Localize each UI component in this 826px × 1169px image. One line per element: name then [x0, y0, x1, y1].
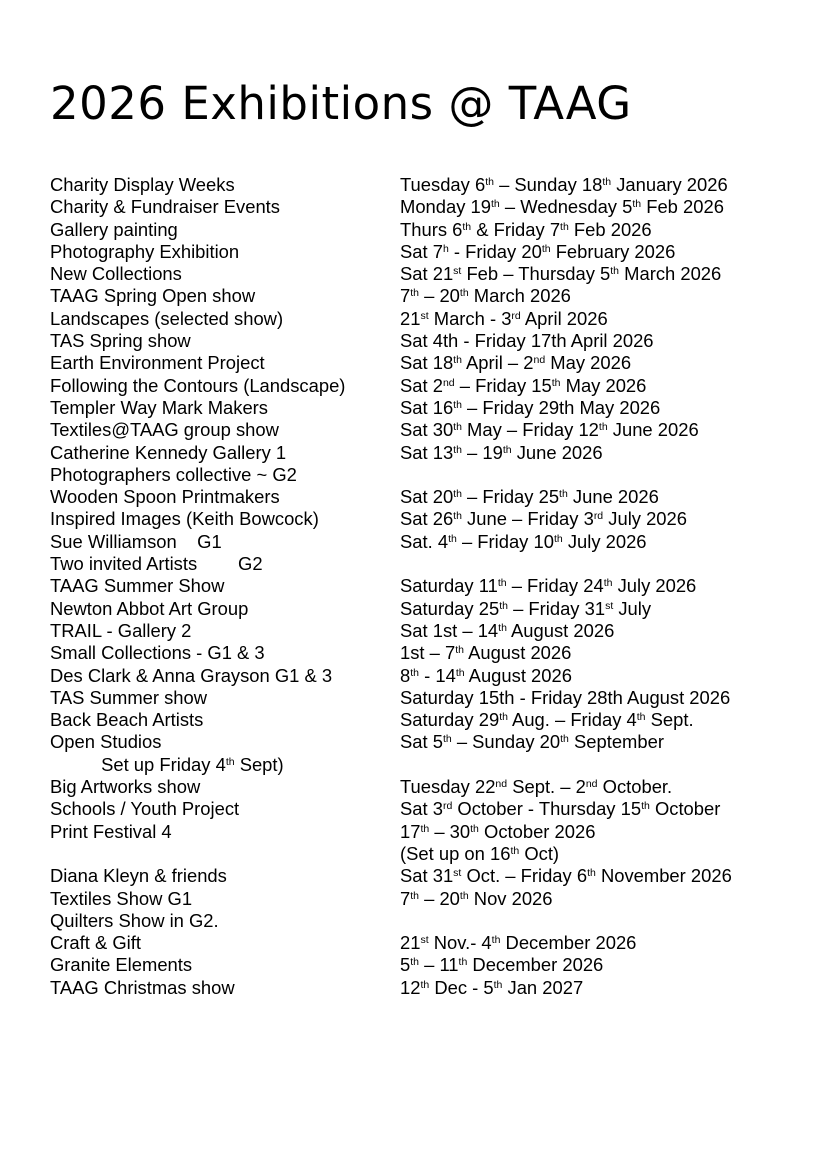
exhibition-dates: (Set up on 16th Oct): [400, 842, 560, 864]
exhibition-dates: 21st Nov.- 4th December 2026: [400, 932, 637, 954]
ordinal-suffix: nd: [533, 354, 546, 367]
exhibition-dates: Saturday 11th – Friday 24th July 2026: [400, 575, 697, 597]
ordinal-suffix: th: [587, 867, 596, 880]
schedule-row: [50, 486, 790, 508]
ordinal-suffix: th: [502, 443, 512, 456]
schedule-row: [50, 798, 790, 820]
exhibition-name: Big Artworks show: [50, 776, 201, 798]
exhibition-dates: 5th – 11th December 2026: [400, 954, 604, 976]
schedule-row: [50, 888, 790, 910]
ordinal-suffix: st: [453, 867, 462, 880]
schedule-row: [50, 419, 790, 441]
ordinal-suffix: th: [453, 443, 462, 456]
schedule-row: [50, 687, 790, 709]
ordinal-suffix: rd: [511, 309, 521, 322]
ordinal-suffix: th: [485, 176, 494, 188]
ordinal-suffix: th: [459, 287, 469, 300]
ordinal-suffix: th: [603, 577, 613, 590]
schedule-row: [50, 642, 790, 664]
exhibition-dates: Sat 18th April – 2nd May 2026: [400, 352, 632, 374]
schedule-row: [50, 397, 790, 419]
exhibition-name: Textiles Show G1: [50, 887, 193, 909]
ordinal-suffix: th: [410, 666, 419, 679]
ordinal-suffix: th: [560, 733, 569, 746]
exhibition-name: TAAG Summer Show: [50, 575, 225, 597]
ordinal-suffix: th: [636, 711, 646, 724]
ordinal-suffix: th: [632, 198, 642, 211]
schedule-row: [50, 241, 790, 263]
ordinal-suffix: th: [491, 198, 500, 211]
exhibition-name: Inspired Images (Keith Bowcock): [50, 508, 319, 530]
schedule-row: [50, 910, 790, 932]
exhibition-dates: Sat 13th – 19th June 2026: [400, 441, 603, 463]
schedule-row: [50, 442, 790, 464]
exhibition-name: Open Studios: [50, 731, 162, 753]
schedule-row: [50, 865, 790, 887]
ordinal-suffix: th: [499, 599, 508, 612]
ordinal-suffix: th: [598, 421, 608, 434]
exhibition-name: Small Collections - G1 & 3: [50, 642, 265, 664]
ordinal-suffix: th: [453, 354, 462, 367]
exhibition-dates: Sat 5th – Sunday 20th September: [400, 731, 664, 753]
schedule-row: [50, 665, 790, 687]
schedule-row: [50, 954, 790, 976]
exhibition-name: Diana Kleyn & friends: [50, 865, 227, 887]
ordinal-suffix: th: [541, 242, 551, 255]
ordinal-suffix: th: [410, 956, 419, 969]
exhibition-dates: Sat 3rd October - Thursday 15th October: [400, 798, 721, 820]
exhibition-name: Landscapes (selected show): [50, 307, 284, 329]
ordinal-suffix: st: [453, 265, 462, 278]
exhibition-dates: Sat 4th - Friday 17th April 2026: [400, 330, 654, 352]
exhibition-dates: Tuesday 6th – Sunday 18th January 2026: [400, 174, 728, 195]
schedule-row: [50, 285, 790, 307]
exhibition-dates: Saturday 15th - Friday 28th August 2026: [400, 686, 731, 708]
ordinal-suffix: th: [470, 822, 479, 835]
exhibition-name: TAS Summer show: [50, 686, 208, 708]
exhibition-dates: 1st – 7th August 2026: [400, 642, 572, 664]
exhibition-dates: 17th – 30th October 2026: [400, 820, 596, 842]
exhibition-dates: Sat 2nd – Friday 15th May 2026: [400, 374, 647, 396]
ordinal-suffix: th: [498, 621, 507, 634]
exhibition-name: Textiles@TAAG group show: [50, 419, 279, 441]
exhibition-name: Schools / Youth Project: [50, 798, 240, 820]
exhibition-name: Photographers collective ~ G2: [50, 463, 297, 485]
exhibition-dates: 7th – 20th March 2026: [400, 285, 571, 307]
ordinal-suffix: th: [453, 421, 462, 434]
schedule-row: [50, 709, 790, 731]
ordinal-suffix: th: [497, 577, 507, 590]
schedule-row: [50, 174, 790, 196]
exhibition-dates: 21st March - 3rd April 2026: [400, 307, 608, 329]
ordinal-suffix: th: [455, 666, 465, 679]
ordinal-suffix: th: [448, 532, 457, 545]
ordinal-suffix: th: [462, 220, 472, 233]
ordinal-suffix: th: [442, 733, 452, 746]
schedule-row: [50, 598, 790, 620]
schedule-row: [50, 508, 790, 530]
ordinal-suffix: nd: [585, 778, 598, 791]
schedule-row: [50, 932, 790, 954]
ordinal-suffix: th: [453, 398, 462, 411]
exhibition-name: Catherine Kennedy Gallery 1: [50, 441, 287, 463]
exhibition-dates: Thurs 6th & Friday 7th Feb 2026: [400, 218, 652, 240]
exhibition-dates: Tuesday 22nd Sept. – 2nd October.: [400, 776, 673, 798]
schedule-row: [50, 352, 790, 374]
ordinal-suffix: th: [499, 711, 508, 724]
ordinal-suffix: th: [610, 265, 620, 278]
ordinal-suffix: th: [510, 844, 520, 857]
ordinal-suffix: th: [453, 510, 462, 523]
exhibition-dates: Sat. 4th – Friday 10th July 2026: [400, 530, 647, 552]
schedule-row: [50, 196, 790, 218]
ordinal-suffix: th: [453, 488, 462, 501]
exhibition-dates: 8th - 14th August 2026: [400, 664, 572, 686]
schedule-row: [50, 731, 790, 753]
exhibition-name: Granite Elements: [50, 954, 193, 976]
schedule-row: [50, 263, 790, 285]
exhibition-dates: Monday 19th – Wednesday 5th Feb 2026: [400, 196, 724, 218]
ordinal-suffix: th: [641, 800, 650, 813]
ordinal-suffix: rd: [442, 800, 453, 813]
ordinal-suffix: th: [551, 376, 561, 389]
exhibition-dates: 12th Dec - 5th Jan 2027: [400, 976, 584, 998]
schedule-row: [50, 531, 790, 553]
exhibition-name: Templer Way Mark Makers: [50, 396, 268, 418]
ordinal-suffix: th: [420, 978, 430, 991]
exhibition-name: Wooden Spoon Printmakers: [50, 486, 280, 508]
ordinal-suffix: th: [410, 287, 419, 300]
exhibition-schedule: [50, 174, 790, 999]
exhibition-dates: Sat 1st – 14th August 2026: [400, 619, 615, 641]
ordinal-suffix: th: [559, 488, 568, 501]
ordinal-suffix: nd: [442, 376, 455, 389]
exhibition-name: Following the Contours (Landscape): [50, 374, 346, 396]
ordinal-suffix: h: [442, 242, 449, 255]
schedule-row: [50, 553, 790, 575]
exhibition-dates: Sat 7$^h$ - Friday 20th February 2026: [400, 240, 676, 262]
schedule-row: [50, 754, 790, 776]
ordinal-suffix: rd: [593, 510, 604, 523]
exhibition-name: Earth Environment Project: [50, 352, 265, 374]
ordinal-suffix: th: [410, 889, 419, 902]
exhibition-name: Des Clark & Anna Grayson G1 & 3: [50, 664, 333, 686]
schedule-row: [50, 620, 790, 642]
exhibition-name: [50, 843, 400, 865]
exhibition-dates: Sat 16th – Friday 29th May 2026: [400, 396, 661, 418]
ordinal-suffix: th: [493, 978, 503, 991]
exhibition-dates: Saturday 25th – Friday 31st July: [400, 597, 652, 619]
exhibition-name: TRAIL - Gallery 2: [50, 619, 192, 641]
exhibition-dates: Sat 30th May – Friday 12th June 2026: [400, 419, 699, 441]
exhibition-name: Photography Exhibition: [50, 240, 240, 262]
ordinal-suffix: th: [560, 220, 569, 233]
exhibition-name: Sue Williamson G1: [50, 530, 222, 552]
exhibition-name: Craft & Gift: [50, 932, 141, 954]
schedule-row: [50, 843, 790, 865]
exhibition-dates: Saturday 29th Aug. – Friday 4th Sept.: [400, 709, 694, 731]
exhibition-name: Print Festival 4: [50, 820, 172, 842]
exhibition-name: Two invited Artists G2: [50, 553, 263, 575]
ordinal-suffix: th: [225, 755, 235, 768]
exhibition-name: Set up Friday 4th Sept): [50, 753, 284, 775]
exhibition-name: Back Beach Artists: [50, 709, 204, 731]
exhibition-name: TAAG Christmas show: [50, 976, 235, 998]
exhibition-name: New Collections: [50, 263, 182, 285]
schedule-row: [50, 464, 790, 486]
exhibition-dates: Sat 31st Oct. – Friday 6th November 2026: [400, 865, 732, 887]
schedule-row: [50, 575, 790, 597]
schedule-row: [50, 776, 790, 798]
schedule-row: [50, 308, 790, 330]
exhibition-dates: Sat 20th – Friday 25th June 2026: [400, 486, 659, 508]
exhibition-name: Newton Abbot Art Group: [50, 597, 249, 619]
schedule-row: [50, 977, 790, 999]
exhibition-name: TAAG Spring Open show: [50, 285, 256, 307]
exhibition-name: TAS Spring show: [50, 330, 191, 352]
exhibition-name: Gallery painting: [50, 218, 178, 240]
ordinal-suffix: th: [455, 644, 464, 657]
exhibition-name: Quilters Show in G2.: [50, 909, 219, 931]
ordinal-suffix: th: [459, 889, 469, 902]
exhibition-dates: Sat 21st Feb – Thursday 5th March 2026: [400, 263, 722, 285]
ordinal-suffix: th: [420, 822, 430, 835]
ordinal-suffix: nd: [495, 778, 508, 791]
exhibition-name: Charity Display Weeks: [50, 174, 235, 195]
schedule-row: [50, 330, 790, 352]
schedule-row: [50, 821, 790, 843]
ordinal-suffix: th: [458, 956, 468, 969]
page-title: 2026 Exhibitions @ TAAG: [50, 77, 632, 130]
schedule-row: [50, 375, 790, 397]
exhibition-dates: Sat 26th June – Friday 3rd July 2026: [400, 508, 687, 530]
ordinal-suffix: st: [605, 599, 614, 612]
exhibition-name: Charity & Fundraiser Events: [50, 196, 280, 218]
schedule-row: [50, 219, 790, 241]
ordinal-suffix: st: [420, 934, 429, 947]
ordinal-suffix: th: [553, 532, 563, 545]
ordinal-suffix: st: [420, 309, 429, 322]
ordinal-suffix: th: [602, 176, 612, 188]
ordinal-suffix: th: [491, 934, 501, 947]
exhibition-dates: 7th – 20th Nov 2026: [400, 887, 553, 909]
